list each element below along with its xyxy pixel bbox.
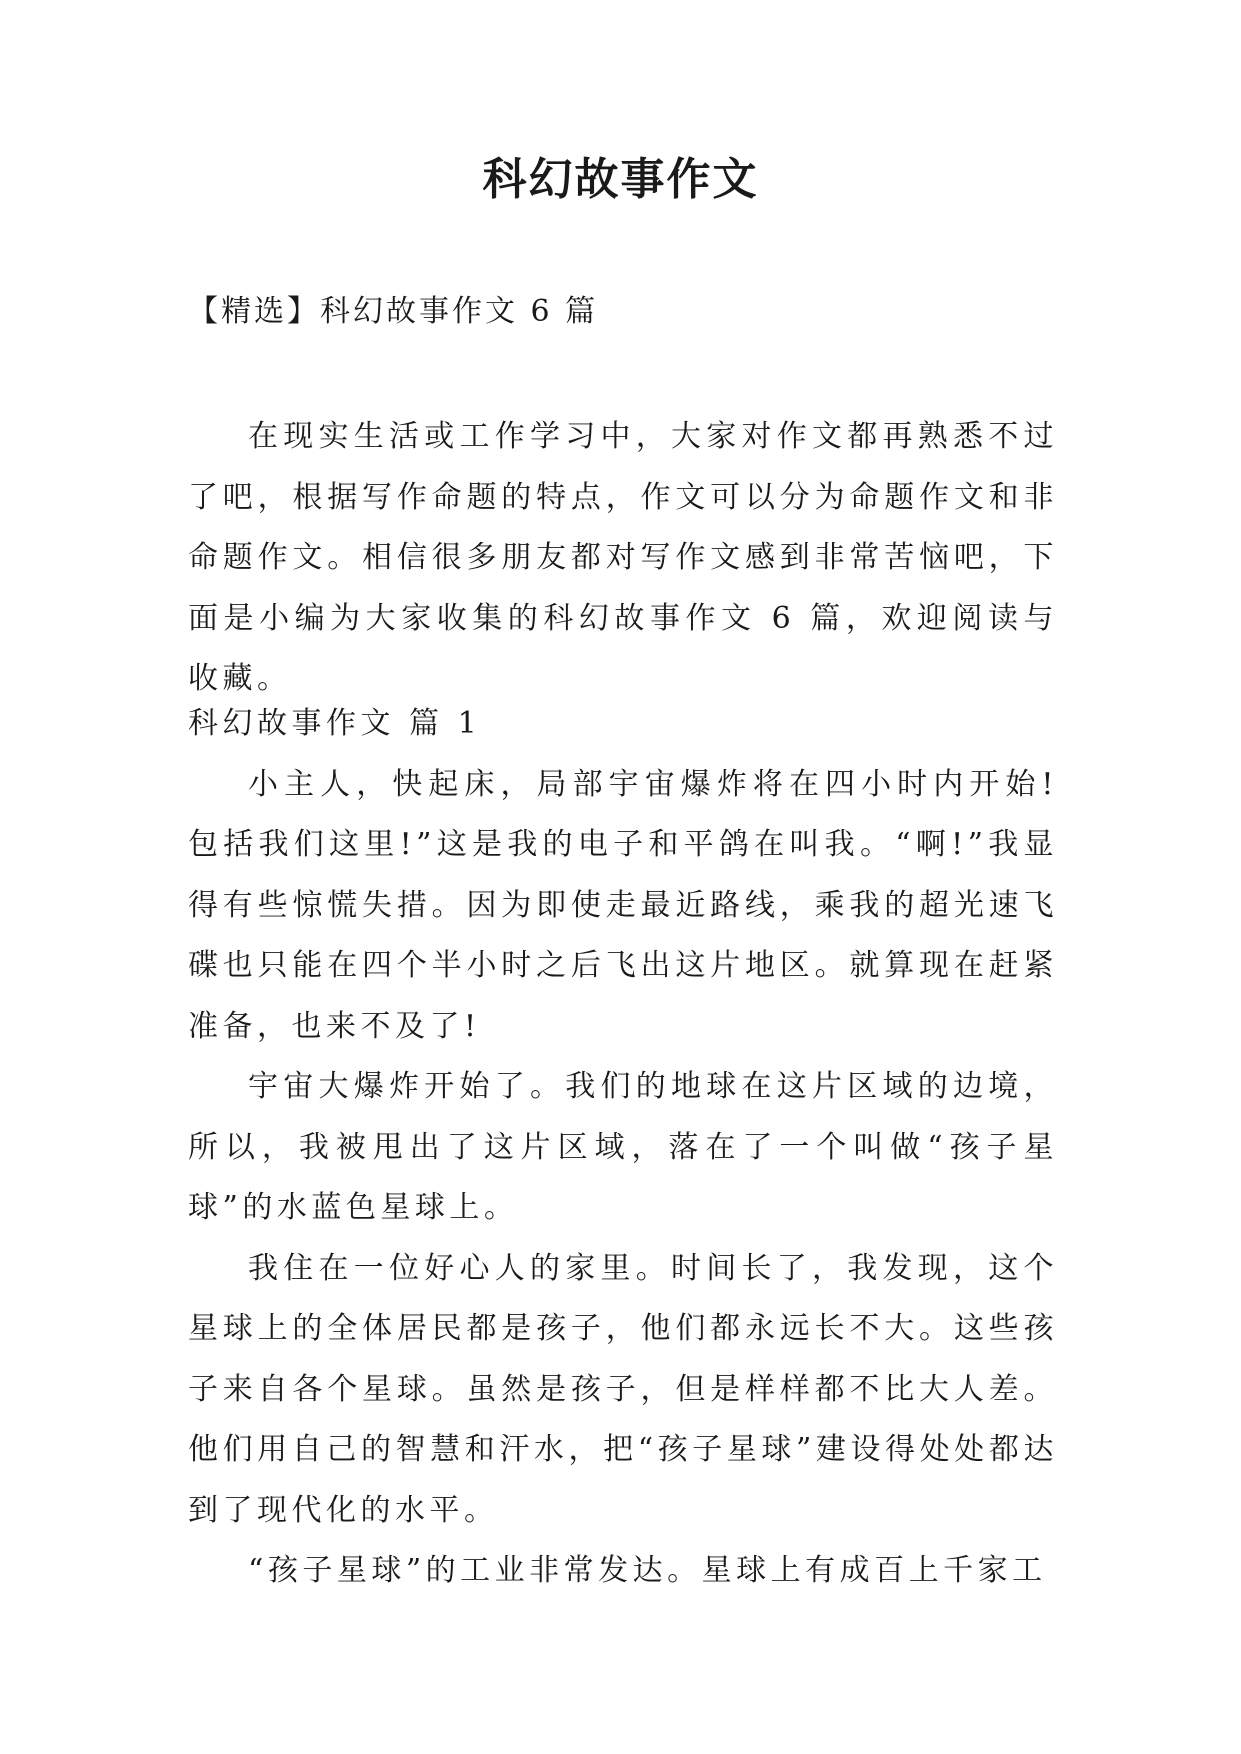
document-subtitle: 【精选】科幻故事作文 6 篇 [188, 294, 599, 329]
document-title: 科幻故事作文 [482, 154, 759, 205]
story-section-1 [188, 694, 1058, 1602]
story-paragraph: “孩子星球”的工业非常发达。星球上有成百上千家工 [248, 1553, 1047, 1588]
story-paragraph: 我住在一位好心人的家里。时间长了，我发现，这个星球上的全体居民都是孩子，他们都永远长不大。这些孩子来自各个星球。虽然是孩子，但是样样都不比大人差。他们用自己的智慧和汗水，把“孩子星球”建设得处处都达到了现代化的水平。 [188, 1250, 1058, 1528]
story-paragraph: 小主人，快起床，局部宇宙爆炸将在四小时内开始!包括我们这里!”这是我的电子和平鸽在叫我。“啊!”我显得有些惊慌失措。因为即使走最近路线，乘我的超光速飞碟也只能在四个半小时之后飞出这片地区。就算现在赶紧准备，也来不及了! [188, 766, 1058, 1044]
intro-section [188, 407, 1058, 710]
story-paragraph: 宇宙大爆炸开始了。我们的地球在这片区域的边境，所以，我被甩出了这片区域，落在了一个叫做“孩子星球”的水蓝色星球上。 [188, 1069, 1058, 1225]
section-heading: 科幻故事作文 篇 1 [188, 706, 482, 741]
intro-paragraph: 在现实生活或工作学习中，大家对作文都再熟悉不过了吧，根据写作命题的特点，作文可以分为命题作文和非命题作文。相信很多朋友都对写作文感到非常苦恼吧，下面是小编为大家收集的科幻故事作文 6 篇，欢迎阅读与收藏。 [188, 419, 1058, 696]
